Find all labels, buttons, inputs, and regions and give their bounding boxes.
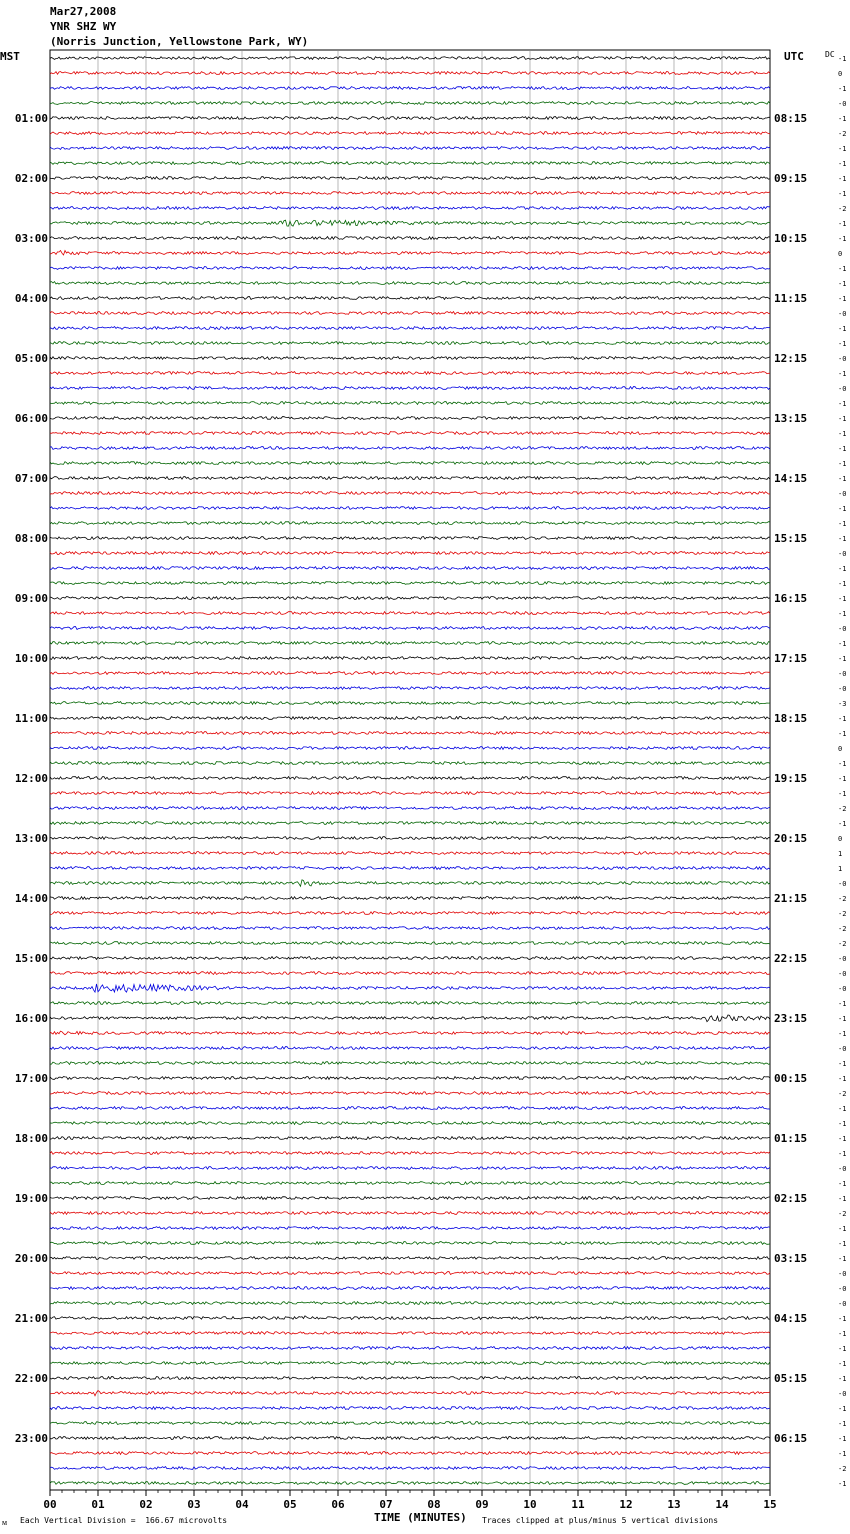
dc-offset-label: -1 bbox=[838, 1345, 847, 1353]
trace-row bbox=[50, 177, 770, 180]
utc-hour-label: 02:15 bbox=[774, 1192, 808, 1205]
dc-offset-label: -1 bbox=[838, 1420, 847, 1428]
trace-row bbox=[50, 1242, 770, 1245]
dc-offset-label: -1 bbox=[838, 1330, 847, 1338]
trace-row bbox=[50, 1197, 770, 1200]
trace-row bbox=[50, 1182, 770, 1185]
mst-hour-label: 20:00 bbox=[14, 1252, 48, 1265]
trace-row bbox=[50, 642, 770, 645]
trace-row bbox=[50, 1015, 770, 1022]
dc-offset-label: -1 bbox=[838, 1030, 847, 1038]
dc-offset-label: -0 bbox=[838, 385, 847, 393]
mst-hour-label: 10:00 bbox=[14, 652, 48, 665]
trace-row bbox=[50, 567, 770, 570]
dc-offset-label: -0 bbox=[838, 100, 847, 108]
dc-offset-label: -2 bbox=[838, 805, 847, 813]
dc-offset-label: -1 bbox=[838, 400, 847, 408]
utc-hour-label: 13:15 bbox=[774, 412, 808, 425]
trace-row bbox=[50, 447, 770, 450]
utc-hour-label: 20:15 bbox=[774, 832, 808, 845]
utc-hour-label: 05:15 bbox=[774, 1372, 808, 1385]
trace-row bbox=[50, 1332, 770, 1335]
dc-offset-label: -1 bbox=[838, 820, 847, 828]
dc-offset-label: -0 bbox=[838, 310, 847, 318]
x-tick-label: 11 bbox=[571, 1498, 585, 1511]
dc-offset-label: -0 bbox=[838, 490, 847, 498]
dc-offset-label: -1 bbox=[838, 85, 847, 93]
dc-offset-label: -1 bbox=[838, 505, 847, 513]
plot-frame bbox=[50, 50, 770, 1490]
dc-offset-label: -1 bbox=[838, 430, 847, 438]
dc-offset-label: -1 bbox=[838, 520, 847, 528]
plot-date: Mar27,2008 bbox=[50, 5, 117, 18]
dc-offset-label: -1 bbox=[838, 565, 847, 573]
dc-offset-label: -2 bbox=[838, 940, 847, 948]
trace-row bbox=[50, 837, 770, 840]
trace-row bbox=[50, 1077, 770, 1080]
x-tick-label: 03 bbox=[187, 1498, 201, 1511]
dc-offset-label: -0 bbox=[838, 955, 847, 963]
trace-row bbox=[50, 672, 770, 675]
x-tick-label: 02 bbox=[139, 1498, 153, 1511]
dc-offset-label: -2 bbox=[838, 925, 847, 933]
dc-offset-label: -1 bbox=[838, 1240, 847, 1248]
trace-row bbox=[50, 717, 770, 720]
trace-row bbox=[50, 417, 770, 420]
x-tick-label: 12 bbox=[619, 1498, 633, 1511]
trace-row bbox=[50, 747, 770, 750]
trace-row bbox=[50, 357, 770, 360]
trace-row bbox=[50, 1316, 770, 1320]
trace-row bbox=[50, 1227, 770, 1230]
dc-offset-label: -1 bbox=[838, 1195, 847, 1203]
trace-row bbox=[50, 687, 770, 690]
utc-hour-label: 14:15 bbox=[774, 472, 808, 485]
dc-offset-label: -1 bbox=[838, 775, 847, 783]
x-tick-label: 08 bbox=[427, 1498, 441, 1511]
dc-offset-label: -1 bbox=[838, 595, 847, 603]
utc-hour-label: 00:15 bbox=[774, 1072, 808, 1085]
trace-row bbox=[50, 1467, 770, 1470]
trace-row bbox=[50, 1422, 770, 1425]
trace-row bbox=[50, 312, 770, 315]
x-tick-label: 14 bbox=[715, 1498, 729, 1511]
dc-offset-label: -1 bbox=[838, 415, 847, 423]
mst-hour-label: 01:00 bbox=[14, 112, 48, 125]
utc-hour-label: 22:15 bbox=[774, 952, 808, 965]
dc-offset-label: -1 bbox=[838, 220, 847, 228]
utc-hour-label: 06:15 bbox=[774, 1432, 808, 1445]
trace-row bbox=[50, 251, 770, 256]
trace-row bbox=[50, 432, 770, 435]
footer-mark: ᴍ bbox=[2, 1518, 8, 1527]
trace-row bbox=[50, 492, 770, 495]
trace-row bbox=[50, 1391, 770, 1396]
trace-row bbox=[50, 1212, 770, 1215]
trace-row bbox=[50, 477, 770, 480]
trace-row bbox=[50, 984, 770, 992]
dc-label: DC bbox=[825, 50, 835, 59]
x-tick-label: 00 bbox=[43, 1498, 57, 1511]
trace-row bbox=[50, 72, 770, 75]
left-timezone-label: MST bbox=[0, 50, 20, 63]
dc-offset-label: -1 bbox=[838, 715, 847, 723]
trace-row bbox=[50, 942, 770, 945]
trace-row bbox=[50, 327, 770, 330]
dc-offset-label: -0 bbox=[838, 1285, 847, 1293]
trace-row bbox=[50, 880, 770, 887]
trace-row bbox=[50, 117, 770, 120]
dc-offset-label: -1 bbox=[838, 1015, 847, 1023]
dc-offset-label: -1 bbox=[838, 1120, 847, 1128]
mst-hour-label: 03:00 bbox=[14, 232, 48, 245]
trace-row bbox=[50, 792, 770, 795]
trace-row bbox=[50, 1287, 770, 1290]
trace-row bbox=[50, 927, 770, 930]
dc-offset-label: -1 bbox=[838, 445, 847, 453]
x-axis-title: TIME (MINUTES) bbox=[374, 1511, 467, 1524]
mst-hour-label: 18:00 bbox=[14, 1132, 48, 1145]
dc-offset-label: -1 bbox=[838, 145, 847, 153]
dc-offset-label: -2 bbox=[838, 1465, 847, 1473]
mst-hour-label: 15:00 bbox=[14, 952, 48, 965]
dc-offset-label: -1 bbox=[838, 1315, 847, 1323]
dc-offset-label: 0 bbox=[838, 835, 843, 843]
x-tick-label: 10 bbox=[523, 1498, 537, 1511]
mst-hour-label: 23:00 bbox=[14, 1432, 48, 1445]
dc-offset-label: -0 bbox=[838, 970, 847, 978]
trace-row bbox=[50, 207, 770, 210]
trace-row bbox=[50, 1167, 770, 1170]
utc-hour-label: 03:15 bbox=[774, 1252, 808, 1265]
trace-row bbox=[50, 57, 770, 60]
dc-offset-label: -2 bbox=[838, 895, 847, 903]
utc-hour-label: 19:15 bbox=[774, 772, 808, 785]
dc-offset-label: -1 bbox=[838, 580, 847, 588]
utc-hour-label: 10:15 bbox=[774, 232, 808, 245]
dc-offset-label: -1 bbox=[838, 1450, 847, 1458]
dc-offset-label: -1 bbox=[838, 175, 847, 183]
trace-row bbox=[50, 462, 770, 465]
scale-note: Each Vertical Division = 166.67 microvolts bbox=[20, 1516, 228, 1525]
dc-offset-label: -2 bbox=[838, 1090, 847, 1098]
mst-hour-label: 17:00 bbox=[14, 1072, 48, 1085]
trace-row bbox=[50, 582, 770, 585]
trace-row bbox=[50, 147, 770, 150]
mst-hour-label: 07:00 bbox=[14, 472, 48, 485]
trace-row bbox=[50, 1362, 770, 1365]
clip-note: Traces clipped at plus/minus 5 vertical divisions bbox=[482, 1516, 719, 1525]
station-location: (Norris Junction, Yellowstone Park, WY) bbox=[50, 35, 309, 48]
utc-hour-label: 21:15 bbox=[774, 892, 808, 905]
dc-offset-label: -1 bbox=[838, 655, 847, 663]
dc-offset-label: -1 bbox=[838, 1060, 847, 1068]
trace-row bbox=[50, 1302, 770, 1305]
trace-row bbox=[50, 972, 770, 975]
trace-row bbox=[50, 87, 770, 90]
dc-offset-label: -1 bbox=[838, 190, 847, 198]
dc-offset-label: -1 bbox=[838, 1375, 847, 1383]
trace-row bbox=[50, 1152, 770, 1155]
mst-hour-label: 05:00 bbox=[14, 352, 48, 365]
dc-offset-label: -0 bbox=[838, 1270, 847, 1278]
trace-row bbox=[50, 1002, 770, 1005]
trace-row bbox=[50, 282, 770, 285]
trace-row bbox=[50, 822, 770, 825]
dc-offset-label: -1 bbox=[838, 790, 847, 798]
utc-hour-label: 23:15 bbox=[774, 1012, 808, 1025]
trace-row bbox=[50, 522, 770, 525]
x-tick-label: 06 bbox=[331, 1498, 345, 1511]
dc-offset-label: -1 bbox=[838, 460, 847, 468]
dc-offset-label: -1 bbox=[838, 295, 847, 303]
trace-row bbox=[50, 777, 770, 780]
trace-row bbox=[50, 957, 770, 960]
trace-row bbox=[50, 1031, 770, 1035]
dc-offset-label: -1 bbox=[838, 325, 847, 333]
dc-offset-label: -0 bbox=[838, 625, 847, 633]
dc-offset-label: -1 bbox=[838, 340, 847, 348]
trace-row bbox=[50, 1107, 770, 1110]
dc-offset-label: -1 bbox=[838, 1360, 847, 1368]
utc-hour-label: 01:15 bbox=[774, 1132, 808, 1145]
dc-offset-label: -1 bbox=[838, 280, 847, 288]
trace-row bbox=[50, 1047, 770, 1050]
x-tick-label: 04 bbox=[235, 1498, 249, 1511]
trace-row bbox=[50, 912, 770, 915]
dc-offset-label: -1 bbox=[838, 1135, 847, 1143]
trace-row bbox=[50, 372, 770, 375]
trace-row bbox=[50, 702, 770, 705]
dc-offset-label: -1 bbox=[838, 1000, 847, 1008]
trace-row bbox=[50, 897, 770, 900]
dc-offset-label: -0 bbox=[838, 685, 847, 693]
dc-offset-label: -2 bbox=[838, 205, 847, 213]
mst-hour-label: 06:00 bbox=[14, 412, 48, 425]
dc-offset-label: -0 bbox=[838, 1045, 847, 1053]
trace-row bbox=[50, 1347, 770, 1350]
trace-row bbox=[50, 597, 770, 600]
trace-row bbox=[50, 1092, 770, 1095]
trace-row bbox=[50, 1272, 770, 1275]
trace-row bbox=[50, 1137, 770, 1140]
dc-offset-label: -1 bbox=[838, 160, 847, 168]
trace-row bbox=[50, 237, 770, 240]
mst-hour-label: 19:00 bbox=[14, 1192, 48, 1205]
dc-offset-label: -1 bbox=[838, 610, 847, 618]
dc-offset-label: 1 bbox=[838, 850, 843, 858]
dc-offset-label: -1 bbox=[838, 730, 847, 738]
trace-row bbox=[50, 537, 770, 540]
dc-offset-label: -1 bbox=[838, 265, 847, 273]
trace-row bbox=[50, 102, 770, 105]
dc-offset-label: -2 bbox=[838, 130, 847, 138]
mst-hour-label: 08:00 bbox=[14, 532, 48, 545]
trace-row bbox=[50, 132, 770, 135]
trace-row bbox=[50, 220, 770, 226]
dc-offset-label: -1 bbox=[838, 115, 847, 123]
dc-offset-label: -1 bbox=[838, 235, 847, 243]
dc-offset-label: -1 bbox=[838, 1075, 847, 1083]
dc-offset-label: 1 bbox=[838, 865, 843, 873]
mst-hour-label: 14:00 bbox=[14, 892, 48, 905]
utc-hour-label: 08:15 bbox=[774, 112, 808, 125]
dc-offset-label: -1 bbox=[838, 475, 847, 483]
x-tick-label: 01 bbox=[91, 1498, 105, 1511]
utc-hour-label: 15:15 bbox=[774, 532, 808, 545]
dc-offset-label: -0 bbox=[838, 985, 847, 993]
trace-row bbox=[50, 1407, 770, 1410]
dc-offset-label: -0 bbox=[838, 1390, 847, 1398]
trace-row bbox=[50, 162, 770, 165]
x-tick-label: 07 bbox=[379, 1498, 393, 1511]
dc-offset-label: -1 bbox=[838, 1405, 847, 1413]
trace-row bbox=[50, 732, 770, 735]
mst-hour-label: 09:00 bbox=[14, 592, 48, 605]
dc-offset-label: -0 bbox=[838, 355, 847, 363]
trace-row bbox=[50, 387, 770, 390]
dc-offset-label: -3 bbox=[838, 700, 847, 708]
dc-offset-label: -1 bbox=[838, 370, 847, 378]
trace-row bbox=[50, 612, 770, 615]
dc-offset-label: -1 bbox=[838, 760, 847, 768]
trace-row bbox=[50, 627, 770, 630]
mst-hour-label: 04:00 bbox=[14, 292, 48, 305]
trace-row bbox=[50, 1122, 770, 1125]
dc-offset-label: -1 bbox=[838, 55, 847, 63]
utc-hour-label: 18:15 bbox=[774, 712, 808, 725]
dc-offset-label: 0 bbox=[838, 250, 843, 258]
dc-offset-label: -0 bbox=[838, 1165, 847, 1173]
x-tick-label: 15 bbox=[763, 1498, 777, 1511]
utc-hour-label: 12:15 bbox=[774, 352, 808, 365]
dc-offset-label: -1 bbox=[838, 1225, 847, 1233]
mst-hour-label: 22:00 bbox=[14, 1372, 48, 1385]
dc-offset-label: -2 bbox=[838, 1210, 847, 1218]
dc-offset-label: -0 bbox=[838, 550, 847, 558]
trace-row bbox=[50, 297, 770, 300]
station-code: YNR SHZ WY bbox=[50, 20, 117, 33]
trace-row bbox=[50, 552, 770, 555]
trace-row bbox=[50, 807, 770, 810]
dc-offset-label: -0 bbox=[838, 1300, 847, 1308]
utc-hour-label: 11:15 bbox=[774, 292, 808, 305]
trace-row bbox=[50, 762, 770, 765]
trace-row bbox=[50, 342, 770, 345]
dc-offset-label: 0 bbox=[838, 745, 843, 753]
utc-hour-label: 09:15 bbox=[774, 172, 808, 185]
mst-hour-label: 21:00 bbox=[14, 1312, 48, 1325]
dc-offset-label: -1 bbox=[838, 1105, 847, 1113]
trace-row bbox=[50, 867, 770, 870]
trace-row bbox=[50, 852, 770, 855]
dc-offset-label: -2 bbox=[838, 910, 847, 918]
x-tick-label: 13 bbox=[667, 1498, 681, 1511]
trace-row bbox=[50, 1437, 770, 1440]
dc-offset-label: -1 bbox=[838, 1255, 847, 1263]
trace-row bbox=[50, 507, 770, 510]
trace-row bbox=[50, 657, 770, 660]
trace-row bbox=[50, 1482, 770, 1485]
trace-row bbox=[50, 402, 770, 405]
utc-hour-label: 17:15 bbox=[774, 652, 808, 665]
x-tick-label: 09 bbox=[475, 1498, 489, 1511]
dc-offset-label: -1 bbox=[838, 535, 847, 543]
utc-hour-label: 04:15 bbox=[774, 1312, 808, 1325]
dc-offset-label: -1 bbox=[838, 640, 847, 648]
right-timezone-label: UTC bbox=[784, 50, 804, 63]
mst-hour-label: 12:00 bbox=[14, 772, 48, 785]
trace-row bbox=[50, 1062, 770, 1065]
mst-hour-label: 02:00 bbox=[14, 172, 48, 185]
utc-hour-label: 16:15 bbox=[774, 592, 808, 605]
dc-offset-label: -0 bbox=[838, 670, 847, 678]
trace-row bbox=[50, 1452, 770, 1455]
trace-row bbox=[50, 1377, 770, 1380]
dc-offset-label: 0 bbox=[838, 70, 843, 78]
dc-offset-label: -0 bbox=[838, 880, 847, 888]
dc-offset-label: -1 bbox=[838, 1150, 847, 1158]
trace-row bbox=[50, 267, 770, 270]
x-tick-label: 05 bbox=[283, 1498, 297, 1511]
trace-row bbox=[50, 192, 770, 195]
mst-hour-label: 16:00 bbox=[14, 1012, 48, 1025]
dc-offset-label: -1 bbox=[838, 1435, 847, 1443]
dc-offset-label: -1 bbox=[838, 1180, 847, 1188]
mst-hour-label: 11:00 bbox=[14, 712, 48, 725]
dc-offset-label: -1 bbox=[838, 1480, 847, 1488]
mst-hour-label: 13:00 bbox=[14, 832, 48, 845]
trace-row bbox=[50, 1257, 770, 1260]
